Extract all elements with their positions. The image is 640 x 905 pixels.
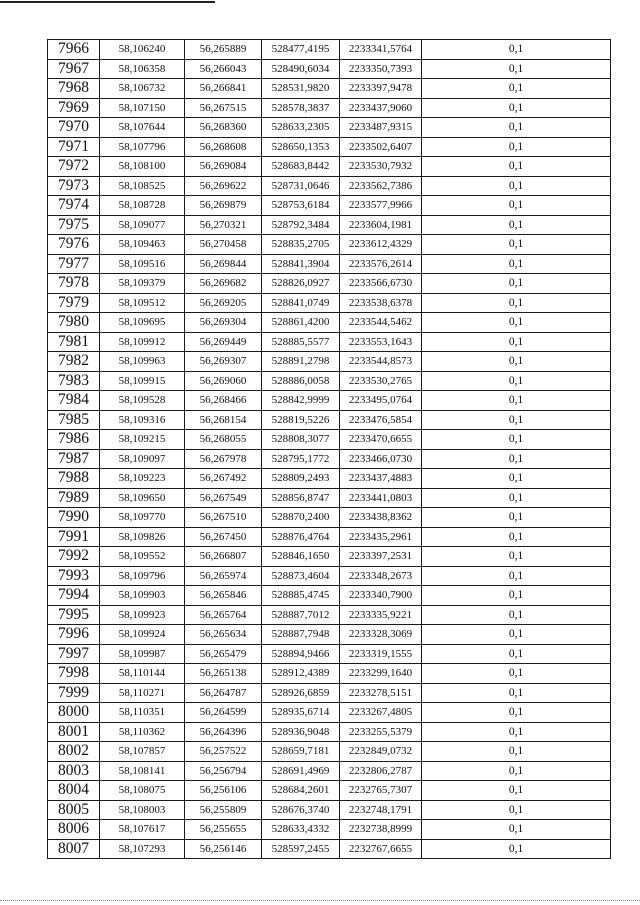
cell-coord-x: 528490,6034 bbox=[262, 59, 340, 79]
cell-latitude: 58,108075 bbox=[100, 781, 185, 801]
cell-latitude: 58,109826 bbox=[100, 527, 185, 547]
cell-coord-x: 528691,4969 bbox=[262, 761, 340, 781]
cell-latitude: 58,109215 bbox=[100, 430, 185, 450]
cell-latitude: 58,107796 bbox=[100, 137, 185, 157]
cell-point-number: 7967 bbox=[48, 59, 100, 79]
cell-latitude: 58,109695 bbox=[100, 313, 185, 333]
table-row bbox=[48, 293, 611, 313]
cell-latitude: 58,109512 bbox=[100, 293, 185, 313]
table-row bbox=[48, 313, 611, 333]
cell-coord-x: 528792,3484 bbox=[262, 215, 340, 235]
cell-precision: 0,1 bbox=[422, 566, 611, 586]
cell-precision: 0,1 bbox=[422, 430, 611, 450]
cell-longitude: 56,255655 bbox=[185, 820, 262, 840]
table-row bbox=[48, 547, 611, 567]
cell-point-number: 7987 bbox=[48, 449, 100, 469]
table-row bbox=[48, 254, 611, 274]
table-row bbox=[48, 469, 611, 489]
cell-coord-x: 528659,7181 bbox=[262, 742, 340, 762]
cell-coord-x: 528935,6714 bbox=[262, 703, 340, 723]
cell-latitude: 58,109987 bbox=[100, 644, 185, 664]
cell-longitude: 56,267549 bbox=[185, 488, 262, 508]
cell-precision: 0,1 bbox=[422, 508, 611, 528]
cell-precision: 0,1 bbox=[422, 79, 611, 99]
cell-latitude: 58,109463 bbox=[100, 235, 185, 255]
cell-longitude: 56,266807 bbox=[185, 547, 262, 567]
cell-coord-y: 2233340,7900 bbox=[340, 586, 422, 606]
table-row bbox=[48, 742, 611, 762]
cell-precision: 0,1 bbox=[422, 664, 611, 684]
cell-coord-y: 2233299,1640 bbox=[340, 664, 422, 684]
cell-precision: 0,1 bbox=[422, 820, 611, 840]
table-row bbox=[48, 235, 611, 255]
cell-precision: 0,1 bbox=[422, 332, 611, 352]
cell-coord-y: 2233538,6378 bbox=[340, 293, 422, 313]
cell-coord-x: 528683,8442 bbox=[262, 157, 340, 177]
cell-latitude: 58,107150 bbox=[100, 98, 185, 118]
cell-precision: 0,1 bbox=[422, 547, 611, 567]
cell-coord-y: 2232765,7307 bbox=[340, 781, 422, 801]
cell-point-number: 7971 bbox=[48, 137, 100, 157]
cell-coord-x: 528885,5577 bbox=[262, 332, 340, 352]
cell-longitude: 56,267978 bbox=[185, 449, 262, 469]
cell-point-number: 7978 bbox=[48, 274, 100, 294]
cell-point-number: 8005 bbox=[48, 800, 100, 820]
cell-point-number: 7990 bbox=[48, 508, 100, 528]
table-row bbox=[48, 527, 611, 547]
cell-coord-y: 2233278,5151 bbox=[340, 683, 422, 703]
table-row bbox=[48, 625, 611, 645]
cell-latitude: 58,106358 bbox=[100, 59, 185, 79]
cell-precision: 0,1 bbox=[422, 488, 611, 508]
cell-longitude: 56,269084 bbox=[185, 157, 262, 177]
table-row bbox=[48, 508, 611, 528]
cell-point-number: 7997 bbox=[48, 644, 100, 664]
cell-point-number: 7969 bbox=[48, 98, 100, 118]
cell-coord-y: 2233530,2765 bbox=[340, 371, 422, 391]
bottom-scan-marks bbox=[0, 900, 640, 901]
cell-coord-x: 528873,4604 bbox=[262, 566, 340, 586]
cell-coord-y: 2233441,0803 bbox=[340, 488, 422, 508]
table-row bbox=[48, 644, 611, 664]
cell-point-number: 7991 bbox=[48, 527, 100, 547]
cell-point-number: 7994 bbox=[48, 586, 100, 606]
cell-longitude: 56,265889 bbox=[185, 40, 262, 60]
cell-coord-y: 2233328,3069 bbox=[340, 625, 422, 645]
cell-coord-x: 528936,9048 bbox=[262, 722, 340, 742]
cell-latitude: 58,108525 bbox=[100, 176, 185, 196]
cell-point-number: 7988 bbox=[48, 469, 100, 489]
cell-coord-x: 528856,8747 bbox=[262, 488, 340, 508]
cell-coord-x: 528578,3837 bbox=[262, 98, 340, 118]
cell-longitude: 56,270458 bbox=[185, 235, 262, 255]
cell-latitude: 58,109796 bbox=[100, 566, 185, 586]
table-row bbox=[48, 59, 611, 79]
cell-precision: 0,1 bbox=[422, 625, 611, 645]
cell-precision: 0,1 bbox=[422, 683, 611, 703]
cell-coord-x: 528885,4745 bbox=[262, 586, 340, 606]
cell-coord-x: 528650,1353 bbox=[262, 137, 340, 157]
cell-point-number: 8007 bbox=[48, 839, 100, 859]
cell-coord-x: 528819,5226 bbox=[262, 410, 340, 430]
cell-precision: 0,1 bbox=[422, 274, 611, 294]
table-row bbox=[48, 79, 611, 99]
cell-point-number: 7989 bbox=[48, 488, 100, 508]
cell-point-number: 7977 bbox=[48, 254, 100, 274]
cell-coord-y: 2233495,0764 bbox=[340, 391, 422, 411]
cell-coord-x: 528841,0749 bbox=[262, 293, 340, 313]
cell-coord-x: 528809,2493 bbox=[262, 469, 340, 489]
cell-precision: 0,1 bbox=[422, 215, 611, 235]
cell-coord-y: 2233335,9221 bbox=[340, 605, 422, 625]
cell-coord-y: 2233438,8362 bbox=[340, 508, 422, 528]
cell-precision: 0,1 bbox=[422, 703, 611, 723]
cell-coord-x: 528835,2705 bbox=[262, 235, 340, 255]
cell-coord-x: 528926,6859 bbox=[262, 683, 340, 703]
cell-coord-y: 2233553,1643 bbox=[340, 332, 422, 352]
cell-longitude: 56,265764 bbox=[185, 605, 262, 625]
cell-longitude: 56,265138 bbox=[185, 664, 262, 684]
cell-latitude: 58,109770 bbox=[100, 508, 185, 528]
cell-point-number: 7973 bbox=[48, 176, 100, 196]
table-row bbox=[48, 605, 611, 625]
cell-point-number: 7982 bbox=[48, 352, 100, 372]
cell-coord-y: 2232767,6655 bbox=[340, 839, 422, 859]
cell-latitude: 58,109915 bbox=[100, 371, 185, 391]
cell-longitude: 56,268055 bbox=[185, 430, 262, 450]
cell-precision: 0,1 bbox=[422, 644, 611, 664]
cell-longitude: 56,256794 bbox=[185, 761, 262, 781]
cell-latitude: 58,106732 bbox=[100, 79, 185, 99]
cell-precision: 0,1 bbox=[422, 293, 611, 313]
cell-coord-x: 528876,4764 bbox=[262, 527, 340, 547]
cell-coord-x: 528477,4195 bbox=[262, 40, 340, 60]
cell-coord-x: 528531,9820 bbox=[262, 79, 340, 99]
cell-precision: 0,1 bbox=[422, 254, 611, 274]
cell-coord-x: 528841,3904 bbox=[262, 254, 340, 274]
cell-coord-y: 2233350,7393 bbox=[340, 59, 422, 79]
cell-point-number: 8003 bbox=[48, 761, 100, 781]
cell-coord-x: 528808,3077 bbox=[262, 430, 340, 450]
cell-longitude: 56,269060 bbox=[185, 371, 262, 391]
coordinates-table-body bbox=[48, 40, 611, 859]
cell-longitude: 56,265846 bbox=[185, 586, 262, 606]
table-row bbox=[48, 488, 611, 508]
cell-latitude: 58,109528 bbox=[100, 391, 185, 411]
cell-point-number: 7976 bbox=[48, 235, 100, 255]
cell-longitude: 56,270321 bbox=[185, 215, 262, 235]
cell-precision: 0,1 bbox=[422, 59, 611, 79]
cell-latitude: 58,107857 bbox=[100, 742, 185, 762]
cell-coord-y: 2233397,9478 bbox=[340, 79, 422, 99]
cell-point-number: 8000 bbox=[48, 703, 100, 723]
cell-longitude: 56,269304 bbox=[185, 313, 262, 333]
cell-coord-y: 2232748,1791 bbox=[340, 800, 422, 820]
cell-longitude: 56,267450 bbox=[185, 527, 262, 547]
cell-latitude: 58,108728 bbox=[100, 196, 185, 216]
cell-coord-x: 528870,2400 bbox=[262, 508, 340, 528]
cell-latitude: 58,109223 bbox=[100, 469, 185, 489]
table-row bbox=[48, 449, 611, 469]
cell-precision: 0,1 bbox=[422, 196, 611, 216]
cell-latitude: 58,106240 bbox=[100, 40, 185, 60]
cell-latitude: 58,109963 bbox=[100, 352, 185, 372]
cell-precision: 0,1 bbox=[422, 469, 611, 489]
cell-precision: 0,1 bbox=[422, 313, 611, 333]
cell-coord-y: 2233470,6655 bbox=[340, 430, 422, 450]
cell-longitude: 56,269205 bbox=[185, 293, 262, 313]
cell-point-number: 7979 bbox=[48, 293, 100, 313]
cell-coord-x: 528887,7012 bbox=[262, 605, 340, 625]
cell-coord-x: 528684,2601 bbox=[262, 781, 340, 801]
cell-precision: 0,1 bbox=[422, 176, 611, 196]
table-row bbox=[48, 371, 611, 391]
cell-longitude: 56,269307 bbox=[185, 352, 262, 372]
cell-coord-y: 2233476,5854 bbox=[340, 410, 422, 430]
cell-longitude: 56,266841 bbox=[185, 79, 262, 99]
table-row bbox=[48, 391, 611, 411]
cell-longitude: 56,266043 bbox=[185, 59, 262, 79]
cell-latitude: 58,109650 bbox=[100, 488, 185, 508]
cell-precision: 0,1 bbox=[422, 98, 611, 118]
cell-latitude: 58,109077 bbox=[100, 215, 185, 235]
cell-precision: 0,1 bbox=[422, 761, 611, 781]
cell-coord-x: 528597,2455 bbox=[262, 839, 340, 859]
cell-longitude: 56,255809 bbox=[185, 800, 262, 820]
cell-precision: 0,1 bbox=[422, 40, 611, 60]
cell-coord-x: 528633,4332 bbox=[262, 820, 340, 840]
cell-coord-y: 2233612,4329 bbox=[340, 235, 422, 255]
cell-latitude: 58,110271 bbox=[100, 683, 185, 703]
cell-longitude: 56,265479 bbox=[185, 644, 262, 664]
cell-precision: 0,1 bbox=[422, 742, 611, 762]
cell-coord-y: 2232806,2787 bbox=[340, 761, 422, 781]
cell-coord-x: 528887,7948 bbox=[262, 625, 340, 645]
cell-point-number: 8001 bbox=[48, 722, 100, 742]
cell-coord-x: 528633,2305 bbox=[262, 118, 340, 138]
cell-precision: 0,1 bbox=[422, 235, 611, 255]
cell-coord-x: 528912,4389 bbox=[262, 664, 340, 684]
cell-coord-y: 2233577,9966 bbox=[340, 196, 422, 216]
cell-coord-y: 2233267,4805 bbox=[340, 703, 422, 723]
cell-latitude: 58,109903 bbox=[100, 586, 185, 606]
cell-longitude: 56,269449 bbox=[185, 332, 262, 352]
cell-longitude: 56,269844 bbox=[185, 254, 262, 274]
cell-coord-y: 2233544,5462 bbox=[340, 313, 422, 333]
cell-longitude: 56,268466 bbox=[185, 391, 262, 411]
cell-precision: 0,1 bbox=[422, 137, 611, 157]
table-row bbox=[48, 118, 611, 138]
cell-precision: 0,1 bbox=[422, 839, 611, 859]
table-row bbox=[48, 683, 611, 703]
cell-latitude: 58,110351 bbox=[100, 703, 185, 723]
cell-longitude: 56,269682 bbox=[185, 274, 262, 294]
cell-point-number: 8002 bbox=[48, 742, 100, 762]
cell-coord-y: 2233562,7386 bbox=[340, 176, 422, 196]
cell-coord-x: 528795,1772 bbox=[262, 449, 340, 469]
cell-point-number: 7966 bbox=[48, 40, 100, 60]
table-row bbox=[48, 761, 611, 781]
cell-coord-x: 528731,0646 bbox=[262, 176, 340, 196]
cell-longitude: 56,269622 bbox=[185, 176, 262, 196]
cell-precision: 0,1 bbox=[422, 371, 611, 391]
cell-precision: 0,1 bbox=[422, 527, 611, 547]
cell-point-number: 7975 bbox=[48, 215, 100, 235]
cell-precision: 0,1 bbox=[422, 118, 611, 138]
cell-latitude: 58,109516 bbox=[100, 254, 185, 274]
table-row bbox=[48, 586, 611, 606]
cell-latitude: 58,109912 bbox=[100, 332, 185, 352]
cell-longitude: 56,268360 bbox=[185, 118, 262, 138]
cell-longitude: 56,268608 bbox=[185, 137, 262, 157]
cell-coord-x: 528894,9466 bbox=[262, 644, 340, 664]
cell-coord-y: 2233604,1981 bbox=[340, 215, 422, 235]
table-row bbox=[48, 566, 611, 586]
cell-coord-y: 2233487,9315 bbox=[340, 118, 422, 138]
cell-precision: 0,1 bbox=[422, 352, 611, 372]
table-row bbox=[48, 352, 611, 372]
cell-precision: 0,1 bbox=[422, 800, 611, 820]
cell-latitude: 58,108100 bbox=[100, 157, 185, 177]
cell-point-number: 7986 bbox=[48, 430, 100, 450]
table-row bbox=[48, 664, 611, 684]
cell-point-number: 7974 bbox=[48, 196, 100, 216]
table-row bbox=[48, 40, 611, 60]
table-row bbox=[48, 781, 611, 801]
cell-coord-y: 2233255,5379 bbox=[340, 722, 422, 742]
cell-point-number: 7992 bbox=[48, 547, 100, 567]
table-row bbox=[48, 430, 611, 450]
cell-coord-x: 528886,0058 bbox=[262, 371, 340, 391]
cell-longitude: 56,267492 bbox=[185, 469, 262, 489]
cell-latitude: 58,110144 bbox=[100, 664, 185, 684]
cell-longitude: 56,264396 bbox=[185, 722, 262, 742]
cell-longitude: 56,265974 bbox=[185, 566, 262, 586]
cell-latitude: 58,109552 bbox=[100, 547, 185, 567]
cell-point-number: 7996 bbox=[48, 625, 100, 645]
cell-longitude: 56,264787 bbox=[185, 683, 262, 703]
cell-coord-y: 2233348,2673 bbox=[340, 566, 422, 586]
table-row bbox=[48, 215, 611, 235]
table-row bbox=[48, 722, 611, 742]
cell-point-number: 7968 bbox=[48, 79, 100, 99]
cell-precision: 0,1 bbox=[422, 157, 611, 177]
cell-precision: 0,1 bbox=[422, 586, 611, 606]
cell-coord-y: 2233397,2531 bbox=[340, 547, 422, 567]
cell-point-number: 7999 bbox=[48, 683, 100, 703]
cell-coord-y: 2232738,8999 bbox=[340, 820, 422, 840]
table-row bbox=[48, 703, 611, 723]
cell-latitude: 58,109097 bbox=[100, 449, 185, 469]
cell-point-number: 7980 bbox=[48, 313, 100, 333]
cell-precision: 0,1 bbox=[422, 605, 611, 625]
cell-latitude: 58,109379 bbox=[100, 274, 185, 294]
cell-longitude: 56,256106 bbox=[185, 781, 262, 801]
cell-coord-y: 2233437,9060 bbox=[340, 98, 422, 118]
cell-longitude: 56,269879 bbox=[185, 196, 262, 216]
cell-precision: 0,1 bbox=[422, 781, 611, 801]
cell-latitude: 58,107644 bbox=[100, 118, 185, 138]
cell-point-number: 7993 bbox=[48, 566, 100, 586]
coordinates-table bbox=[47, 39, 611, 859]
cell-longitude: 56,265634 bbox=[185, 625, 262, 645]
cell-latitude: 58,108141 bbox=[100, 761, 185, 781]
cell-longitude: 56,257522 bbox=[185, 742, 262, 762]
cell-coord-x: 528861,4200 bbox=[262, 313, 340, 333]
table-row bbox=[48, 274, 611, 294]
cell-coord-y: 2232849,0732 bbox=[340, 742, 422, 762]
cell-coord-y: 2233502,6407 bbox=[340, 137, 422, 157]
cell-precision: 0,1 bbox=[422, 449, 611, 469]
cell-point-number: 8006 bbox=[48, 820, 100, 840]
cell-coord-y: 2233341,5764 bbox=[340, 40, 422, 60]
cell-coord-x: 528676,3740 bbox=[262, 800, 340, 820]
cell-coord-x: 528842,9999 bbox=[262, 391, 340, 411]
table-row bbox=[48, 332, 611, 352]
table-row bbox=[48, 839, 611, 859]
table-row bbox=[48, 800, 611, 820]
cell-latitude: 58,109316 bbox=[100, 410, 185, 430]
table-row bbox=[48, 820, 611, 840]
cell-latitude: 58,110362 bbox=[100, 722, 185, 742]
cell-precision: 0,1 bbox=[422, 410, 611, 430]
cell-coord-y: 2233437,4883 bbox=[340, 469, 422, 489]
cell-longitude: 56,267510 bbox=[185, 508, 262, 528]
cell-coord-y: 2233530,7932 bbox=[340, 157, 422, 177]
cell-coord-y: 2233544,8573 bbox=[340, 352, 422, 372]
cell-latitude: 58,107617 bbox=[100, 820, 185, 840]
cell-coord-x: 528753,6184 bbox=[262, 196, 340, 216]
cell-coord-y: 2233566,6730 bbox=[340, 274, 422, 294]
top-rule bbox=[0, 1, 215, 3]
table-row bbox=[48, 176, 611, 196]
cell-point-number: 7985 bbox=[48, 410, 100, 430]
cell-point-number: 7972 bbox=[48, 157, 100, 177]
cell-point-number: 7983 bbox=[48, 371, 100, 391]
cell-coord-y: 2233466,0730 bbox=[340, 449, 422, 469]
cell-precision: 0,1 bbox=[422, 391, 611, 411]
cell-longitude: 56,256146 bbox=[185, 839, 262, 859]
cell-latitude: 58,107293 bbox=[100, 839, 185, 859]
cell-point-number: 7995 bbox=[48, 605, 100, 625]
table-row bbox=[48, 410, 611, 430]
cell-coord-y: 2233576,2614 bbox=[340, 254, 422, 274]
table-row bbox=[48, 137, 611, 157]
cell-coord-y: 2233435,2961 bbox=[340, 527, 422, 547]
cell-point-number: 8004 bbox=[48, 781, 100, 801]
table-row bbox=[48, 157, 611, 177]
cell-latitude: 58,109923 bbox=[100, 605, 185, 625]
cell-coord-x: 528891,2798 bbox=[262, 352, 340, 372]
cell-coord-x: 528826,0927 bbox=[262, 274, 340, 294]
cell-longitude: 56,268154 bbox=[185, 410, 262, 430]
table-row bbox=[48, 98, 611, 118]
cell-latitude: 58,108003 bbox=[100, 800, 185, 820]
cell-longitude: 56,267515 bbox=[185, 98, 262, 118]
cell-longitude: 56,264599 bbox=[185, 703, 262, 723]
cell-point-number: 7984 bbox=[48, 391, 100, 411]
cell-point-number: 7998 bbox=[48, 664, 100, 684]
cell-latitude: 58,109924 bbox=[100, 625, 185, 645]
cell-coord-x: 528846,1650 bbox=[262, 547, 340, 567]
cell-point-number: 7981 bbox=[48, 332, 100, 352]
cell-precision: 0,1 bbox=[422, 722, 611, 742]
table-row bbox=[48, 196, 611, 216]
cell-coord-y: 2233319,1555 bbox=[340, 644, 422, 664]
cell-point-number: 7970 bbox=[48, 118, 100, 138]
